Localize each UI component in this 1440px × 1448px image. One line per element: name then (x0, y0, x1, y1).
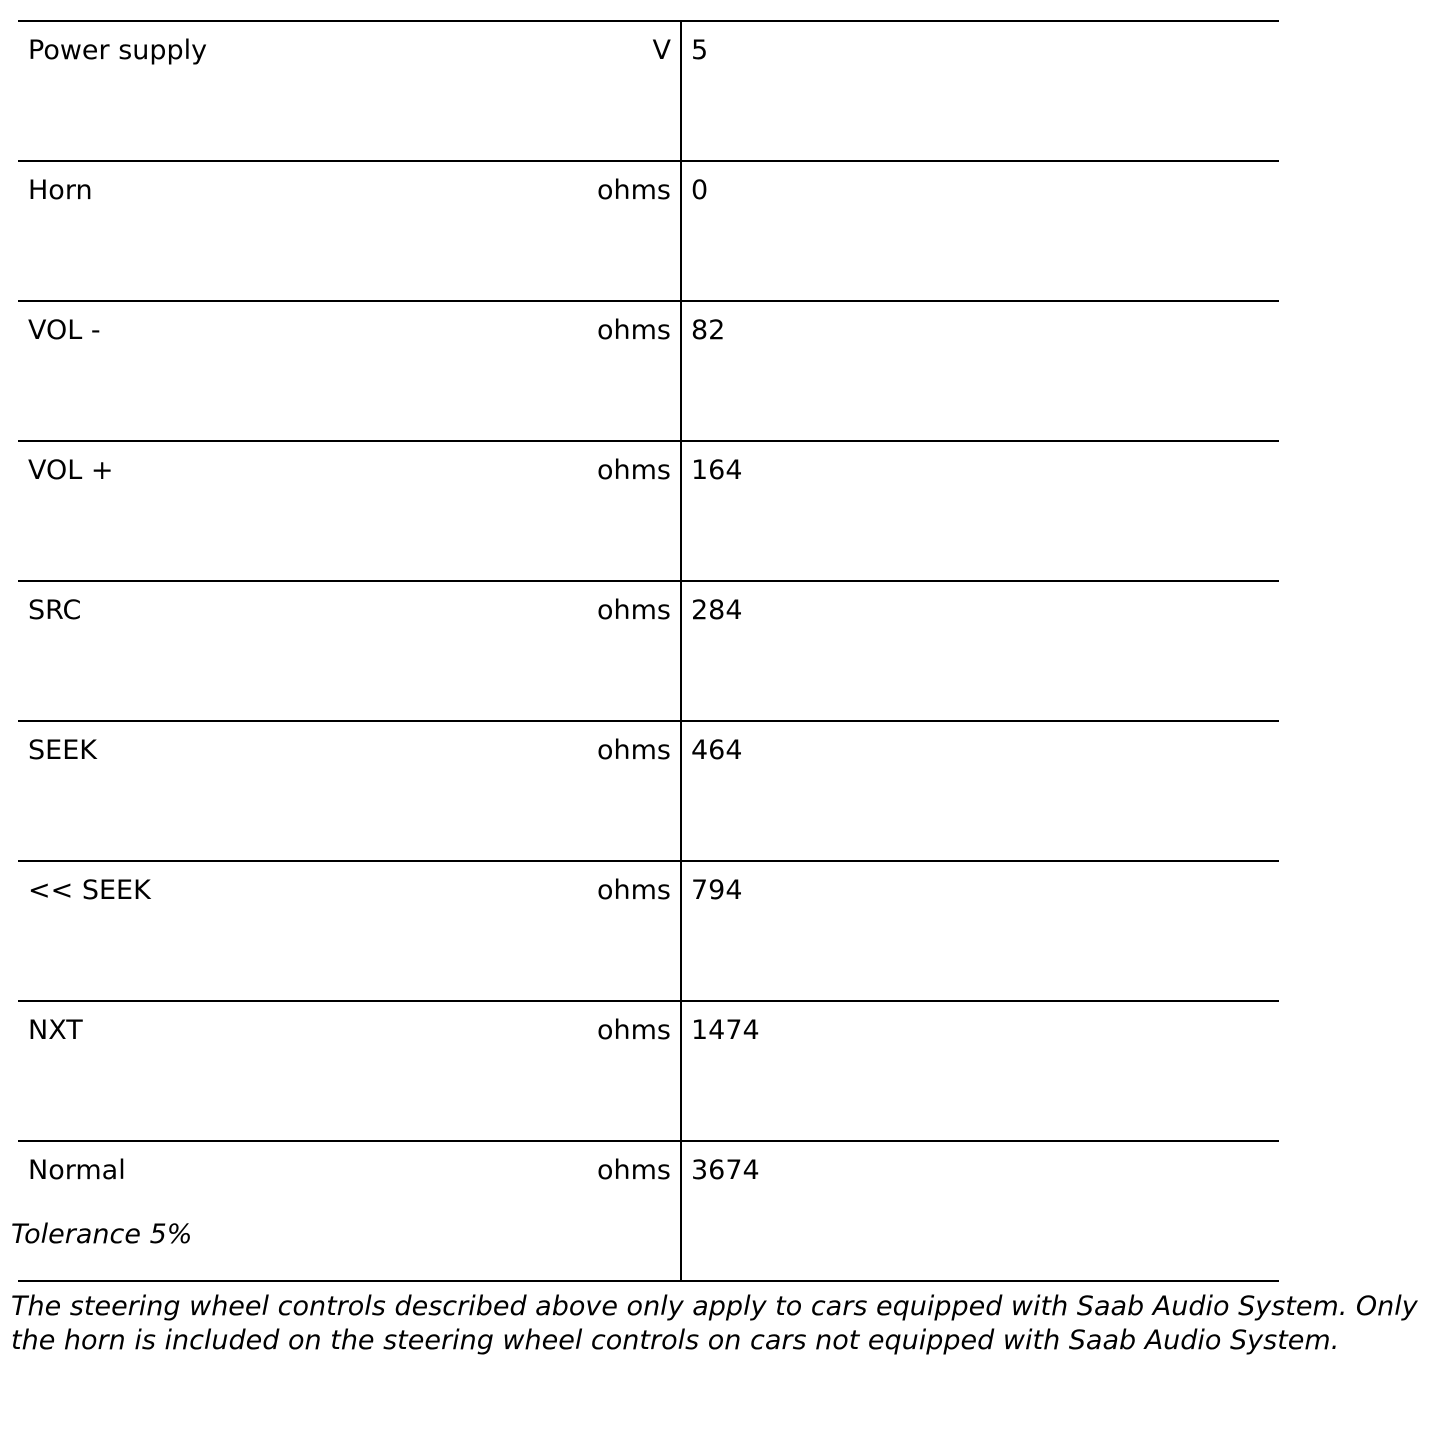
label-cell (18, 861, 681, 1001)
label-cell (18, 301, 681, 441)
description-note: The steering wheel controls described above only apply to cars equipped with Saab Audio System. Only the horn is included on the steering wheel controls on cars not equipped with Saab Audio System. (11, 1291, 1418, 1356)
row-label: VOL - (28, 315, 101, 346)
label-cell (18, 581, 681, 721)
table-row (18, 161, 1279, 301)
row-value: 82 (681, 301, 1279, 441)
table-row (18, 721, 1279, 861)
row-label: Normal (28, 1155, 126, 1186)
row-label: NXT (28, 1015, 83, 1046)
row-unit: ohms (597, 875, 671, 906)
label-cell (18, 161, 681, 301)
label-cell (18, 21, 681, 161)
label-cell (18, 1001, 681, 1141)
row-value: 1474 (681, 1001, 1279, 1141)
row-value: 284 (681, 581, 1279, 721)
row-value: 5 (681, 21, 1279, 161)
row-value: 3674 (681, 1141, 1279, 1281)
row-unit: V (652, 35, 671, 66)
label-cell (18, 441, 681, 581)
row-label: Power supply (28, 35, 208, 66)
row-unit: ohms (597, 1155, 671, 1186)
row-label: VOL + (28, 455, 114, 486)
table-row (18, 301, 1279, 441)
row-label: SRC (28, 595, 82, 626)
row-label: << SEEK (28, 875, 151, 906)
row-unit: ohms (597, 735, 671, 766)
tolerance-note: Tolerance 5% (11, 1219, 193, 1250)
row-unit: ohms (597, 1015, 671, 1046)
label-cell (18, 721, 681, 861)
notes-section (11, 1218, 1431, 1358)
table-row (18, 21, 1279, 161)
table-row (18, 861, 1279, 1001)
row-value: 794 (681, 861, 1279, 1001)
row-unit: ohms (597, 595, 671, 626)
row-value: 0 (681, 161, 1279, 301)
table-row (18, 441, 1279, 581)
row-unit: ohms (597, 315, 671, 346)
row-unit: ohms (597, 175, 671, 206)
row-value: 464 (681, 721, 1279, 861)
table-row (18, 1001, 1279, 1141)
row-label: SEEK (28, 735, 97, 766)
row-label: Horn (28, 175, 93, 206)
row-value: 164 (681, 441, 1279, 581)
resistance-spec-table (18, 20, 1279, 1282)
row-unit: ohms (597, 455, 671, 486)
table-row (18, 581, 1279, 721)
